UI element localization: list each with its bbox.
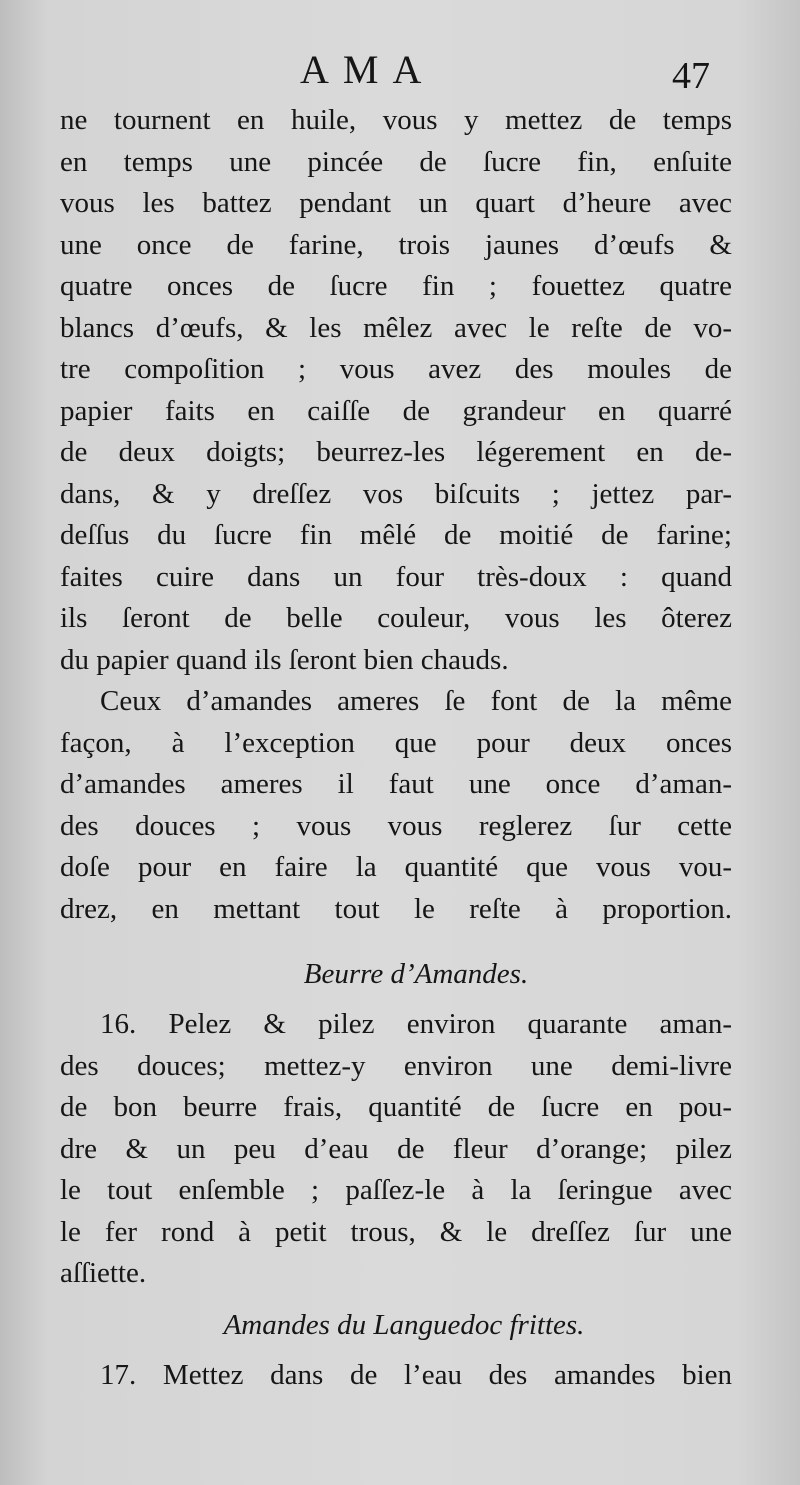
- text-line: quatre onces de ſucre fin ; fouettez quatre: [60, 270, 732, 302]
- text-line: doſe pour en faire la quantité que vous vou-: [60, 851, 732, 883]
- section-heading: Amandes du Languedoc frittes.: [223, 1308, 585, 1341]
- text-line: d’amandes ameres il faut une once d’aman-: [60, 768, 732, 800]
- text-line: drez, en mettant tout le reſte à proportion.: [60, 892, 732, 925]
- text-line: papier faits en caiſſe de grandeur en quarré: [60, 394, 732, 427]
- text-line: ne tournent en huile, vous y mettez de temps: [60, 104, 732, 136]
- text-line: blancs d’œufs, & les mêlez avec le reſte de vo-: [60, 311, 732, 344]
- text-line: en temps une pincée de ſucre fin, enſuite: [60, 145, 732, 178]
- text-line: du papier quand ils ſeront bien chauds.: [60, 643, 509, 676]
- text-line: façon, à l’exception que pour deux onces: [60, 726, 732, 759]
- text-line: le fer rond à petit trous, & le dreſſez ſur une: [60, 1215, 732, 1248]
- text-line: tre compoſition ; vous avez des moules de: [60, 353, 732, 385]
- text-line: deſſus du ſucre fin mêlé de moitié de farine;: [60, 519, 732, 551]
- text-line: dre & un peu d’eau de fleur d’orange; pilez: [60, 1132, 732, 1165]
- text-line: vous les battez pendant un quart d’heure avec: [60, 187, 732, 219]
- text-line: dans, & y dreſſez vos biſcuits ; jettez par-: [60, 477, 732, 510]
- text-line: faites cuire dans un four très-doux : quand: [60, 560, 732, 593]
- recipe-16: [60, 1004, 732, 1295]
- text-line: 17. Mettez dans de l’eau des amandes bien: [100, 1358, 732, 1391]
- text-line: le tout enſemble ; paſſez-le à la ſeringue avec: [60, 1174, 732, 1206]
- paragraph-1: [60, 100, 732, 681]
- section-heading: Beurre d’Amandes.: [303, 958, 529, 990]
- text-line: de deux doigts; beurrez-les légerement en de-: [60, 436, 732, 468]
- page-header: [0, 46, 800, 106]
- text-line: Ceux d’amandes ameres ſe font de la même: [100, 685, 732, 717]
- text-line: aſſiette.: [60, 1257, 147, 1289]
- text-line: 16. Pelez & pilez environ quarante aman-: [100, 1008, 732, 1040]
- body-text: [60, 100, 732, 1396]
- paragraph-2: [60, 681, 732, 930]
- text-line: des douces; mettez-y environ une demi-livre: [60, 1049, 732, 1082]
- text-line: de bon beurre frais, quantité de ſucre en pou-: [60, 1091, 732, 1123]
- recipe-17: [60, 1355, 732, 1397]
- text-line: une once de farine, trois jaunes d’œufs &: [60, 228, 732, 261]
- running-head: AMA: [300, 47, 436, 92]
- page-number: 47: [672, 55, 710, 97]
- text-line: ils ſeront de belle couleur, vous les ôterez: [60, 602, 732, 634]
- text-line: des douces ; vous vous reglerez ſur cette: [60, 809, 732, 842]
